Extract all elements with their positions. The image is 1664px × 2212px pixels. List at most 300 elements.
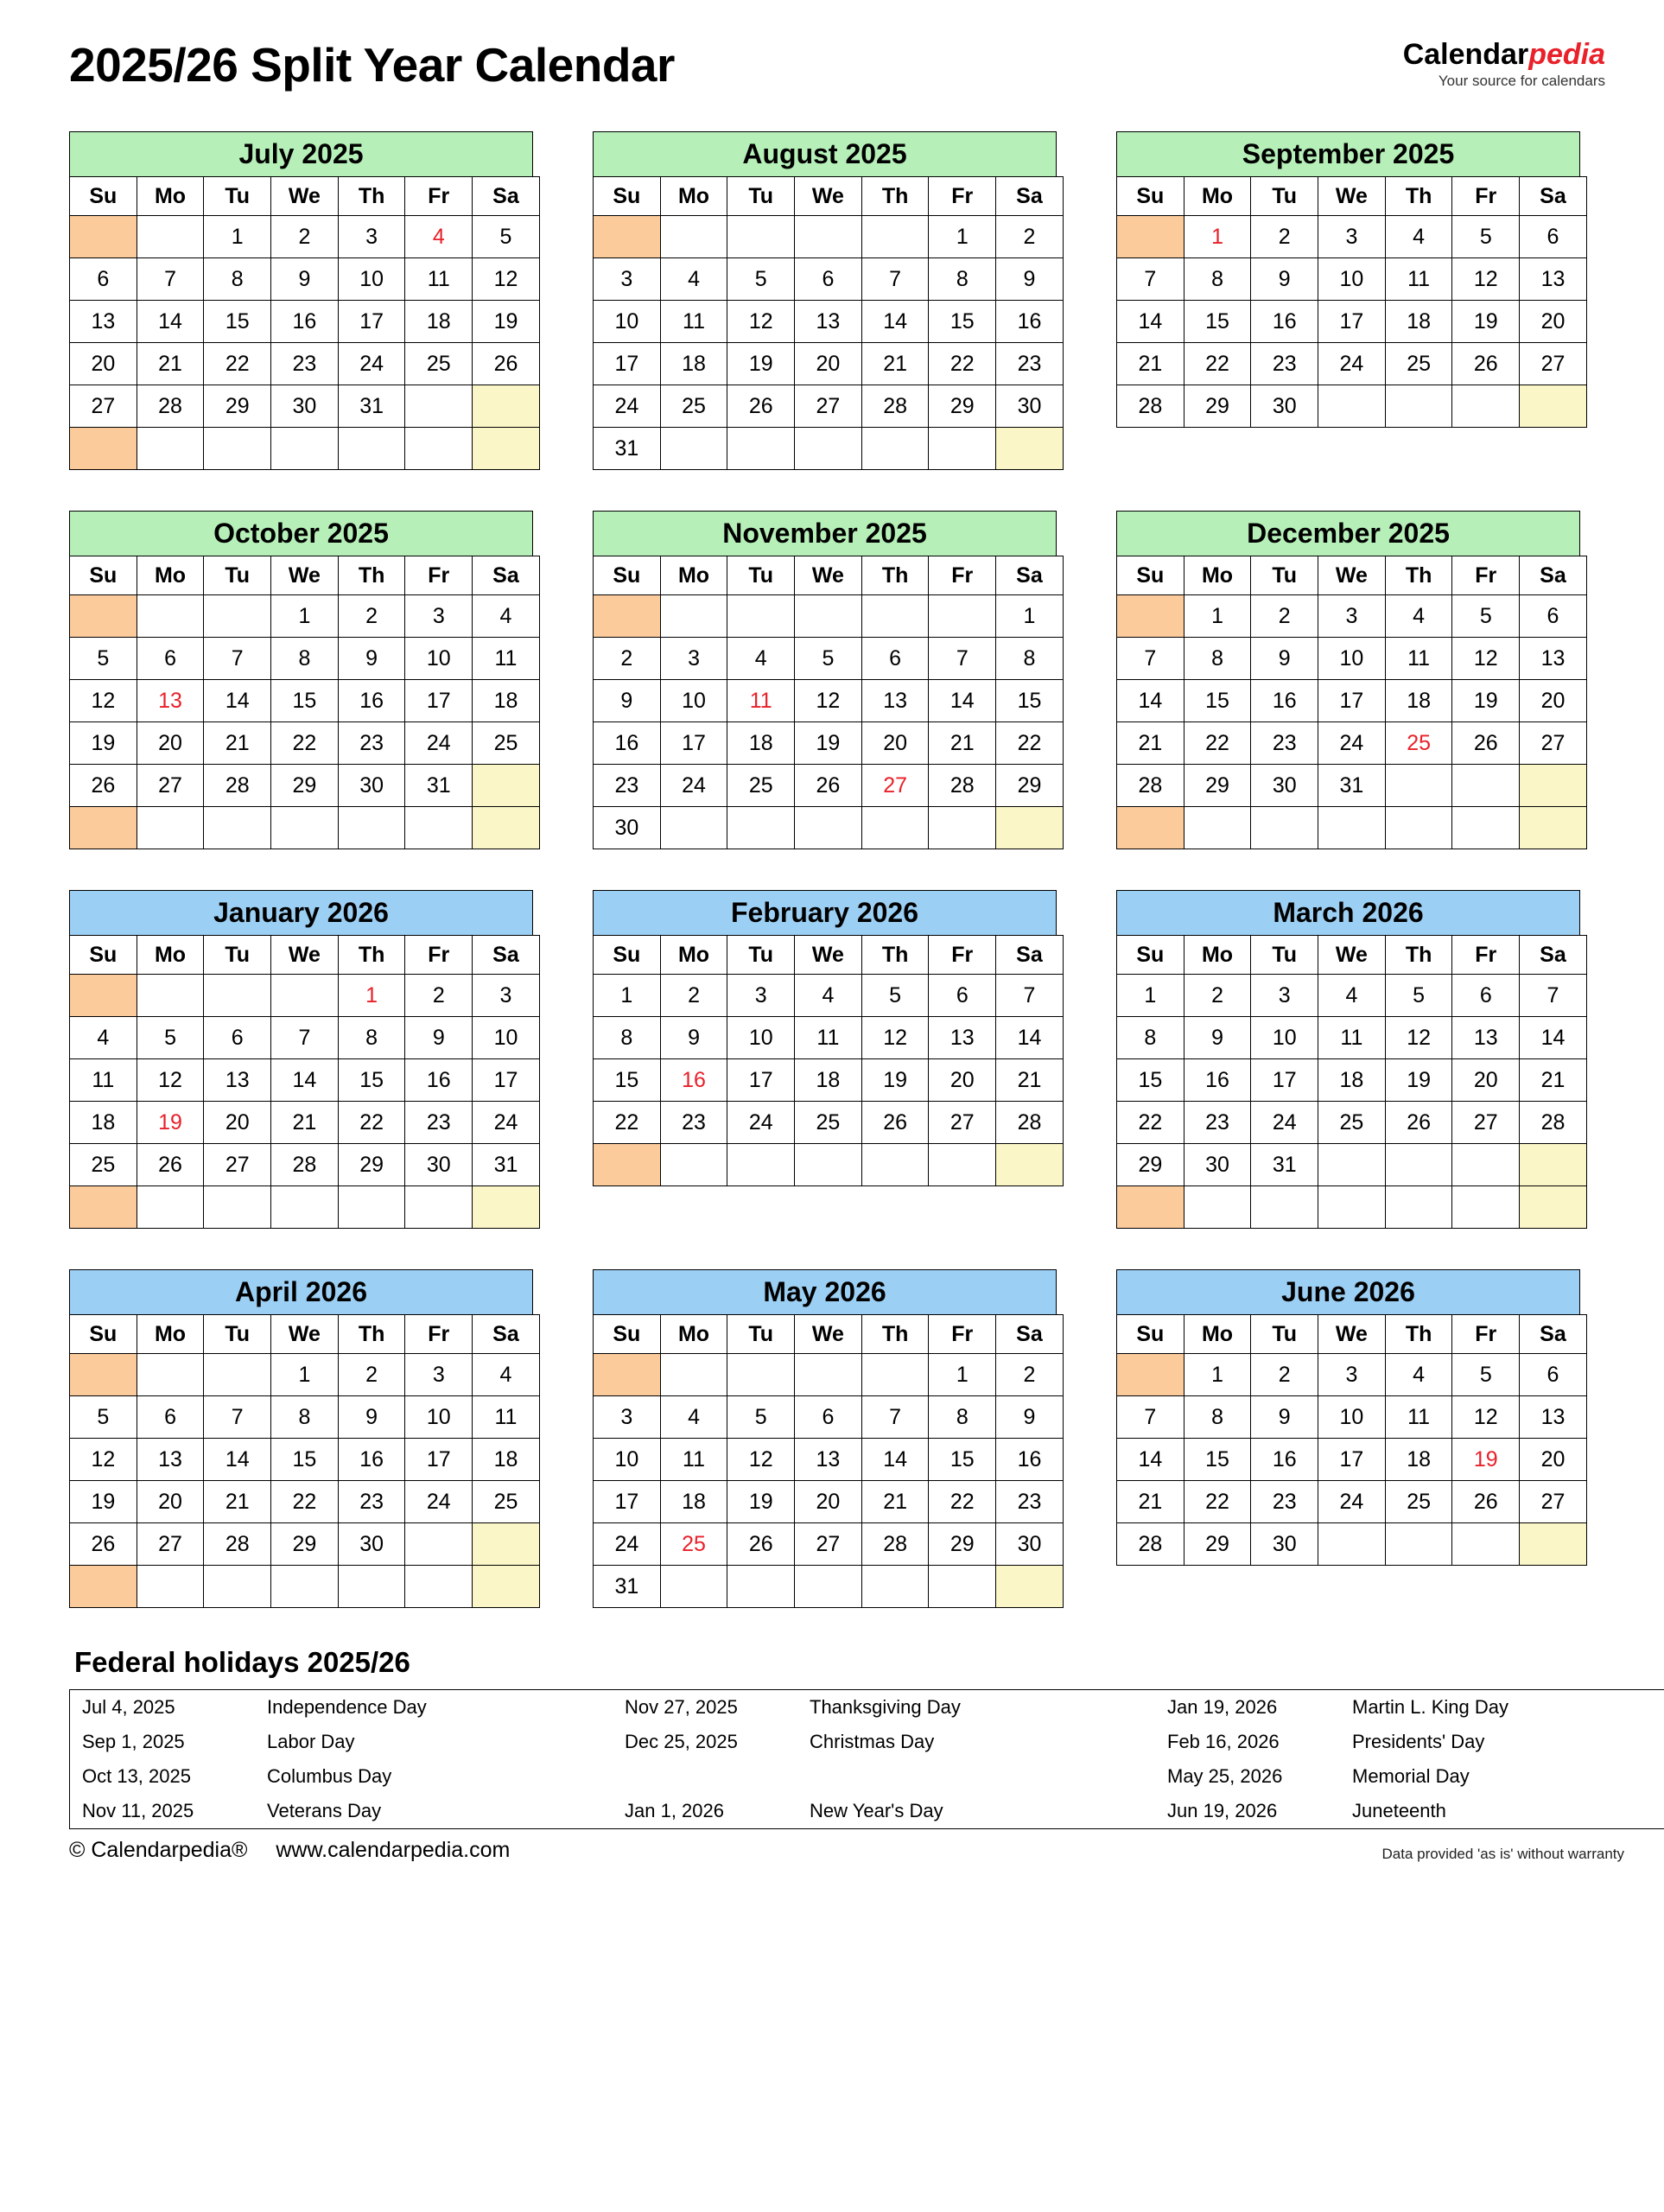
day-cell: 28 [204, 1523, 271, 1566]
week-row [594, 1439, 1064, 1481]
dow-header-fr: Fr [929, 556, 996, 595]
day-cell-empty [996, 1144, 1064, 1186]
dow-header-th: Th [1385, 936, 1452, 975]
day-cell: 22 [338, 1102, 405, 1144]
day-cell: 19 [1452, 301, 1520, 343]
dow-header-fr: Fr [405, 1315, 473, 1354]
day-cell-empty [727, 1566, 795, 1608]
day-cell: 1 [1184, 595, 1251, 638]
day-cell: 10 [405, 638, 473, 680]
day-cell-empty [1452, 1186, 1520, 1229]
day-cell: 3 [727, 975, 795, 1017]
month-calendar-table [1116, 556, 1587, 849]
day-cell: 12 [795, 680, 862, 722]
day-cell-holiday: 25 [1385, 722, 1452, 765]
week-row [594, 1566, 1064, 1608]
dow-header-sa: Sa [473, 556, 540, 595]
day-cell: 15 [204, 301, 271, 343]
day-cell: 17 [405, 680, 473, 722]
day-cell: 23 [338, 722, 405, 765]
week-row [594, 765, 1064, 807]
day-cell: 20 [137, 722, 204, 765]
week-row [594, 1017, 1064, 1059]
day-cell: 12 [1452, 1396, 1520, 1439]
day-cell: 8 [929, 1396, 996, 1439]
day-cell: 4 [1385, 1354, 1452, 1396]
day-cell-empty [1520, 1186, 1587, 1229]
day-cell: 22 [1117, 1102, 1184, 1144]
day-cell: 20 [795, 1481, 862, 1523]
day-cell: 12 [70, 680, 137, 722]
day-cell-empty [861, 595, 929, 638]
day-cell: 21 [1117, 1481, 1184, 1523]
day-cell-empty [1452, 1144, 1520, 1186]
dow-header-mo: Mo [1184, 1315, 1251, 1354]
day-cell-empty [727, 428, 795, 470]
day-cell: 6 [929, 975, 996, 1017]
day-cell-empty [1318, 385, 1386, 428]
dow-header-mo: Mo [137, 936, 204, 975]
day-cell: 21 [271, 1102, 339, 1144]
day-cell: 7 [929, 638, 996, 680]
week-row [594, 343, 1064, 385]
holiday-name: Thanksgiving Day [810, 1696, 961, 1718]
day-cell: 14 [861, 1439, 929, 1481]
day-cell-empty [1385, 765, 1452, 807]
dow-header-row [594, 177, 1064, 216]
week-row [594, 428, 1064, 470]
day-cell: 20 [1520, 1439, 1587, 1481]
holiday-name: Memorial Day [1352, 1765, 1470, 1787]
day-cell: 12 [1452, 638, 1520, 680]
day-cell-empty [338, 807, 405, 849]
day-cell: 2 [1251, 595, 1318, 638]
day-cell: 29 [996, 765, 1064, 807]
day-cell: 5 [70, 1396, 137, 1439]
day-cell-empty [795, 1566, 862, 1608]
day-cell: 11 [405, 258, 473, 301]
day-cell: 22 [1184, 722, 1251, 765]
day-cell: 15 [1117, 1059, 1184, 1102]
day-cell: 28 [1117, 765, 1184, 807]
day-cell: 13 [1520, 638, 1587, 680]
day-cell: 4 [660, 258, 727, 301]
day-cell: 28 [1117, 385, 1184, 428]
day-cell: 2 [594, 638, 661, 680]
dow-header-sa: Sa [996, 936, 1064, 975]
day-cell-empty [795, 428, 862, 470]
holiday-date: Nov 11, 2025 [82, 1800, 194, 1821]
day-cell: 29 [929, 385, 996, 428]
dow-header-tu: Tu [1251, 556, 1318, 595]
day-cell-empty [996, 807, 1064, 849]
day-cell: 29 [1184, 765, 1251, 807]
day-cell-empty [660, 428, 727, 470]
week-row [70, 722, 540, 765]
month-title: April 2026 [69, 1269, 533, 1314]
day-cell-empty [1318, 1523, 1386, 1566]
dow-header-we: We [271, 1315, 339, 1354]
day-cell: 28 [861, 1523, 929, 1566]
day-cell: 28 [204, 765, 271, 807]
day-cell-empty [1117, 1186, 1184, 1229]
day-cell-empty [996, 428, 1064, 470]
day-cell: 3 [405, 595, 473, 638]
day-cell: 1 [271, 1354, 339, 1396]
holiday-date: Feb 16, 2026 [1167, 1731, 1280, 1752]
day-cell: 26 [795, 765, 862, 807]
day-cell-empty [1520, 385, 1587, 428]
month-calendar-table [1116, 935, 1587, 1229]
day-cell: 18 [1385, 680, 1452, 722]
day-cell: 25 [1385, 1481, 1452, 1523]
day-cell: 1 [996, 595, 1064, 638]
day-cell: 26 [70, 765, 137, 807]
day-cell-empty [137, 216, 204, 258]
week-row [594, 975, 1064, 1017]
day-cell-holiday: 4 [405, 216, 473, 258]
day-cell: 21 [204, 1481, 271, 1523]
day-cell-empty [795, 1144, 862, 1186]
day-cell: 16 [338, 1439, 405, 1481]
holiday-name: Presidents' Day [1352, 1731, 1485, 1752]
day-cell: 20 [1520, 301, 1587, 343]
day-cell: 22 [204, 343, 271, 385]
day-cell: 24 [1251, 1102, 1318, 1144]
week-row [70, 765, 540, 807]
dow-header-tu: Tu [204, 936, 271, 975]
day-cell-empty [1452, 765, 1520, 807]
day-cell: 6 [861, 638, 929, 680]
day-cell: 3 [1318, 595, 1386, 638]
day-cell: 19 [1385, 1059, 1452, 1102]
dow-header-mo: Mo [660, 177, 727, 216]
week-row [594, 1481, 1064, 1523]
day-cell-empty [1117, 216, 1184, 258]
day-cell: 17 [594, 343, 661, 385]
dow-header-we: We [271, 177, 339, 216]
day-cell-empty [1184, 1186, 1251, 1229]
day-cell-empty [271, 975, 339, 1017]
dow-header-row [594, 1315, 1064, 1354]
day-cell: 9 [996, 1396, 1064, 1439]
day-cell: 18 [660, 1481, 727, 1523]
week-row [594, 807, 1064, 849]
day-cell-holiday: 27 [861, 765, 929, 807]
day-cell: 15 [1184, 301, 1251, 343]
dow-header-sa: Sa [1520, 936, 1587, 975]
day-cell: 3 [594, 1396, 661, 1439]
day-cell-empty [271, 428, 339, 470]
day-cell-empty [660, 807, 727, 849]
day-cell: 30 [996, 385, 1064, 428]
day-cell-empty [473, 1566, 540, 1608]
holiday-name: Independence Day [267, 1696, 427, 1718]
day-cell: 29 [271, 1523, 339, 1566]
dow-header-row [594, 936, 1064, 975]
day-cell: 29 [204, 385, 271, 428]
day-cell-empty [473, 1523, 540, 1566]
day-cell-empty [1251, 1186, 1318, 1229]
day-cell: 9 [1251, 638, 1318, 680]
week-row [1117, 1102, 1587, 1144]
week-row [70, 385, 540, 428]
day-cell: 29 [271, 765, 339, 807]
holiday-name: Columbus Day [267, 1765, 392, 1787]
day-cell: 17 [338, 301, 405, 343]
day-cell: 10 [594, 1439, 661, 1481]
page-title: 2025/26 Split Year Calendar [69, 38, 675, 92]
day-cell: 24 [338, 343, 405, 385]
week-row [594, 216, 1064, 258]
day-cell: 2 [996, 1354, 1064, 1396]
day-cell: 1 [594, 975, 661, 1017]
week-row [1117, 301, 1587, 343]
day-cell: 5 [1452, 216, 1520, 258]
day-cell: 6 [137, 638, 204, 680]
dow-header-we: We [795, 936, 862, 975]
week-row [1117, 765, 1587, 807]
day-cell: 5 [1385, 975, 1452, 1017]
dow-header-tu: Tu [727, 936, 795, 975]
dow-header-tu: Tu [204, 1315, 271, 1354]
day-cell: 30 [405, 1144, 473, 1186]
day-cell-empty [405, 385, 473, 428]
dow-header-fr: Fr [1452, 1315, 1520, 1354]
week-row [70, 258, 540, 301]
day-cell: 1 [1117, 975, 1184, 1017]
day-cell: 3 [405, 1354, 473, 1396]
day-cell: 5 [861, 975, 929, 1017]
day-cell: 1 [204, 216, 271, 258]
day-cell: 26 [137, 1144, 204, 1186]
footer-left [69, 1838, 510, 1863]
dow-header-mo: Mo [660, 936, 727, 975]
day-cell: 25 [727, 765, 795, 807]
day-cell-empty [271, 807, 339, 849]
dow-header-mo: Mo [1184, 177, 1251, 216]
day-cell: 12 [137, 1059, 204, 1102]
dow-header-su: Su [1117, 556, 1184, 595]
day-cell: 6 [1520, 1354, 1587, 1396]
day-cell: 21 [137, 343, 204, 385]
day-cell: 27 [1520, 343, 1587, 385]
day-cell: 10 [1318, 638, 1386, 680]
day-cell: 7 [1117, 258, 1184, 301]
day-cell-empty [70, 1566, 137, 1608]
day-cell-empty [70, 975, 137, 1017]
week-row [70, 1439, 540, 1481]
day-cell: 28 [1117, 1523, 1184, 1566]
brand-name-accent: pedia [1528, 38, 1605, 71]
day-cell: 3 [1318, 1354, 1386, 1396]
day-cell: 14 [929, 680, 996, 722]
day-cell-empty [1452, 807, 1520, 849]
dow-header-mo: Mo [137, 177, 204, 216]
day-cell: 11 [660, 301, 727, 343]
day-cell: 23 [271, 343, 339, 385]
day-cell-empty [204, 1354, 271, 1396]
day-cell: 18 [727, 722, 795, 765]
holiday-date: Jul 4, 2025 [82, 1696, 175, 1718]
holiday-name: Juneteenth [1352, 1800, 1446, 1821]
dow-header-fr: Fr [929, 1315, 996, 1354]
holiday-name: Martin L. King Day [1352, 1696, 1508, 1718]
dow-header-sa: Sa [473, 177, 540, 216]
day-cell: 25 [795, 1102, 862, 1144]
holiday-row [70, 1794, 1664, 1829]
day-cell: 27 [795, 385, 862, 428]
day-cell: 6 [1452, 975, 1520, 1017]
day-cell: 23 [338, 1481, 405, 1523]
month-title: December 2025 [1116, 511, 1580, 556]
month-title: March 2026 [1116, 890, 1580, 935]
day-cell: 29 [338, 1144, 405, 1186]
day-cell: 15 [271, 1439, 339, 1481]
month-title: August 2025 [593, 131, 1057, 176]
day-cell: 18 [70, 1102, 137, 1144]
week-row [594, 680, 1064, 722]
day-cell: 2 [271, 216, 339, 258]
day-cell: 18 [1385, 301, 1452, 343]
dow-header-we: We [1318, 936, 1386, 975]
month-calendar-table [69, 176, 540, 470]
week-row [594, 258, 1064, 301]
holiday-name [797, 1759, 1155, 1794]
dow-header-fr: Fr [405, 177, 473, 216]
day-cell: 24 [473, 1102, 540, 1144]
dow-header-mo: Mo [1184, 556, 1251, 595]
day-cell: 13 [1520, 1396, 1587, 1439]
dow-header-sa: Sa [473, 936, 540, 975]
day-cell: 20 [204, 1102, 271, 1144]
day-cell-empty [1251, 807, 1318, 849]
dow-header-sa: Sa [996, 177, 1064, 216]
day-cell: 14 [1520, 1017, 1587, 1059]
day-cell-empty [137, 1566, 204, 1608]
day-cell-empty [861, 1144, 929, 1186]
day-cell-empty [727, 1354, 795, 1396]
day-cell: 20 [1452, 1059, 1520, 1102]
day-cell-empty [795, 1354, 862, 1396]
dow-header-tu: Tu [204, 556, 271, 595]
week-row [70, 1481, 540, 1523]
day-cell-holiday: 13 [137, 680, 204, 722]
day-cell: 25 [70, 1144, 137, 1186]
week-row [1117, 1017, 1587, 1059]
day-cell: 7 [1117, 1396, 1184, 1439]
day-cell: 7 [1520, 975, 1587, 1017]
day-cell-empty [1385, 1144, 1452, 1186]
holiday-date: Oct 13, 2025 [82, 1765, 191, 1787]
day-cell-empty [929, 595, 996, 638]
holiday-row [70, 1759, 1664, 1794]
day-cell: 12 [727, 1439, 795, 1481]
day-cell-empty [861, 216, 929, 258]
day-cell: 31 [405, 765, 473, 807]
dow-header-row [1117, 1315, 1587, 1354]
day-cell: 22 [1184, 1481, 1251, 1523]
dow-header-fr: Fr [1452, 177, 1520, 216]
day-cell: 24 [1318, 1481, 1386, 1523]
dow-header-we: We [271, 556, 339, 595]
dow-header-we: We [1318, 556, 1386, 595]
day-cell-empty [1184, 807, 1251, 849]
day-cell: 28 [929, 765, 996, 807]
month-calendar-table [593, 176, 1064, 470]
day-cell: 30 [594, 807, 661, 849]
dow-header-row [1117, 177, 1587, 216]
day-cell-empty [861, 1354, 929, 1396]
day-cell: 6 [137, 1396, 204, 1439]
day-cell-empty [660, 216, 727, 258]
day-cell: 18 [795, 1059, 862, 1102]
day-cell-holiday: 19 [1452, 1439, 1520, 1481]
day-cell: 11 [70, 1059, 137, 1102]
day-cell-empty [137, 807, 204, 849]
website-link[interactable]: www.calendarpedia.com [276, 1838, 511, 1862]
day-cell: 24 [1318, 722, 1386, 765]
day-cell: 11 [1318, 1017, 1386, 1059]
dow-header-sa: Sa [996, 1315, 1064, 1354]
day-cell: 17 [473, 1059, 540, 1102]
week-row [70, 1059, 540, 1102]
day-cell-empty [405, 1523, 473, 1566]
day-cell: 3 [660, 638, 727, 680]
month-title: October 2025 [69, 511, 533, 556]
day-cell-empty [660, 1144, 727, 1186]
week-row [70, 1144, 540, 1186]
day-cell: 10 [1318, 258, 1386, 301]
holiday-date: Jan 19, 2026 [1167, 1696, 1278, 1718]
day-cell-empty [338, 1566, 405, 1608]
day-cell: 23 [996, 343, 1064, 385]
day-cell: 13 [1520, 258, 1587, 301]
day-cell-empty [137, 975, 204, 1017]
day-cell: 15 [594, 1059, 661, 1102]
day-cell: 22 [271, 1481, 339, 1523]
day-cell: 14 [996, 1017, 1064, 1059]
day-cell: 22 [929, 343, 996, 385]
day-cell: 11 [473, 638, 540, 680]
day-cell-empty [660, 1566, 727, 1608]
dow-header-su: Su [1117, 1315, 1184, 1354]
holidays-heading: Federal holidays 2025/26 [74, 1646, 410, 1678]
week-row [70, 1354, 540, 1396]
week-row [70, 216, 540, 258]
day-cell: 14 [204, 1439, 271, 1481]
day-cell-holiday: 19 [137, 1102, 204, 1144]
dow-header-su: Su [70, 1315, 137, 1354]
week-row [1117, 722, 1587, 765]
day-cell: 18 [1385, 1439, 1452, 1481]
week-row [594, 301, 1064, 343]
day-cell-empty [861, 807, 929, 849]
dow-header-we: We [271, 936, 339, 975]
dow-header-th: Th [861, 177, 929, 216]
day-cell-empty [70, 595, 137, 638]
week-row [70, 807, 540, 849]
day-cell: 22 [996, 722, 1064, 765]
month-title: January 2026 [69, 890, 533, 935]
day-cell: 31 [594, 1566, 661, 1608]
day-cell: 17 [1318, 301, 1386, 343]
copyright-text: © Calendarpedia® [69, 1838, 248, 1862]
day-cell: 20 [795, 343, 862, 385]
day-cell-holiday: 16 [660, 1059, 727, 1102]
day-cell: 2 [405, 975, 473, 1017]
dow-header-sa: Sa [1520, 1315, 1587, 1354]
